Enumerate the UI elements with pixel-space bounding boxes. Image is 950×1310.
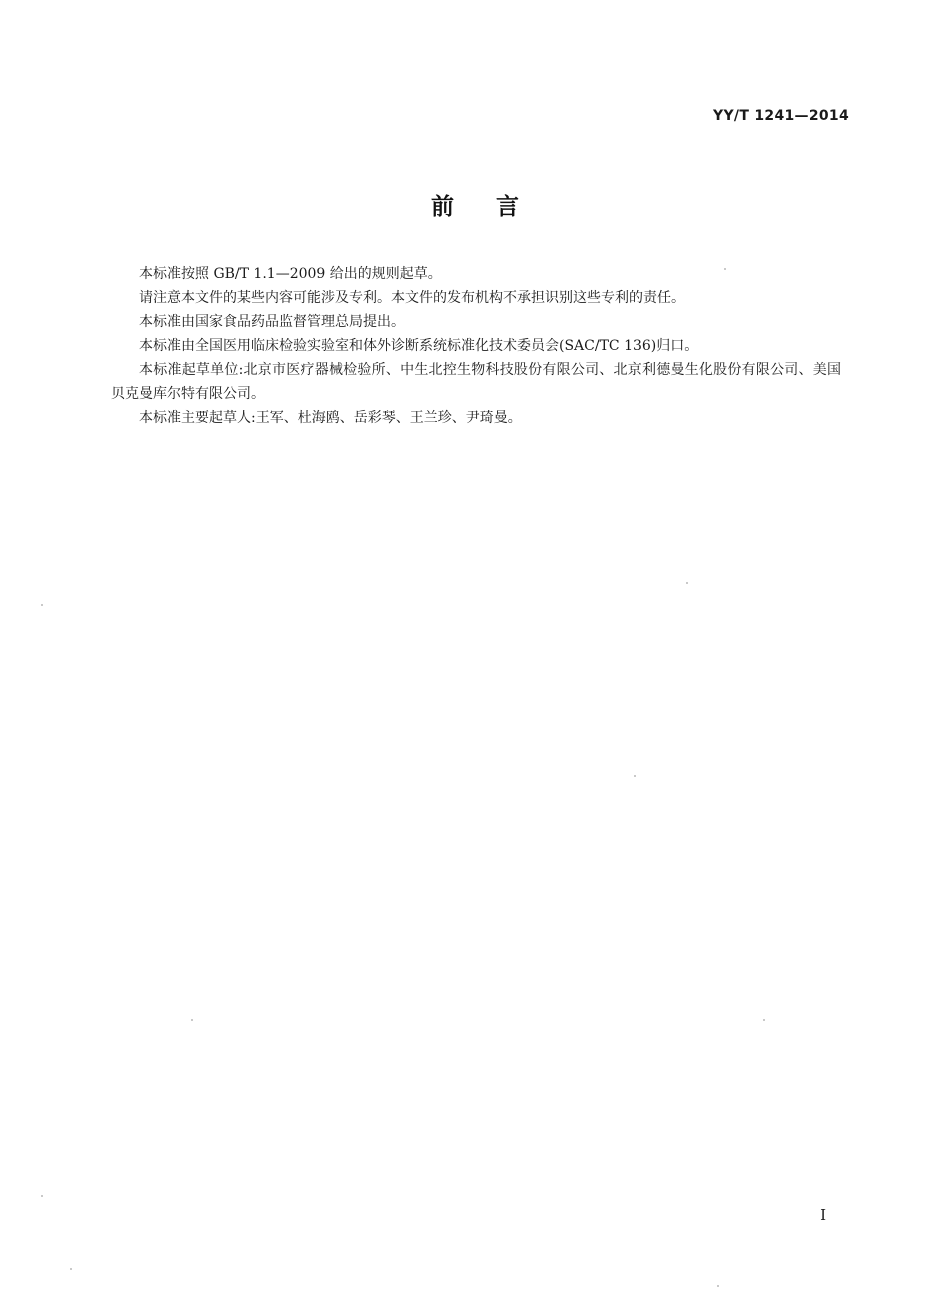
- paragraph-patent-notice: 请注意本文件的某些内容可能涉及专利。本文件的发布机构不承担识别这些专利的责任。: [139, 290, 685, 306]
- scan-speck: [191, 1019, 193, 1021]
- scan-speck: [763, 1019, 765, 1021]
- scan-speck: [41, 1195, 43, 1197]
- paragraph-drafters: 本标准主要起草人:王军、杜海鸥、岳彩琴、王兰珍、尹琦曼。: [139, 410, 522, 426]
- page-number: I: [820, 1206, 826, 1224]
- foreword-body: [111, 262, 841, 430]
- paragraph-drafting-units: 本标准起草单位:北京市医疗器械检验所、中生北控生物科技股份有限公司、北京利德曼生化股份有限公司、美国贝克曼库尔特有限公司。: [111, 362, 841, 402]
- paragraph-committee: 本标准由全国医用临床检验实验室和体外诊断系统标准化技术委员会(SAC/TC 136)归口。: [139, 338, 699, 354]
- paragraph-proposer: 本标准由国家食品药品监督管理总局提出。: [139, 314, 405, 330]
- scan-speck: [634, 775, 636, 777]
- scan-speck: [41, 604, 43, 606]
- paragraph-drafting-rules: 本标准按照 GB/T 1.1—2009 给出的规则起草。: [139, 266, 442, 282]
- scan-speck: [70, 1268, 72, 1270]
- page-title: 前言: [431, 193, 561, 220]
- scan-speck: [724, 268, 726, 270]
- standard-number: YY/T 1241—2014: [713, 108, 849, 124]
- scan-speck: [717, 1285, 719, 1287]
- scan-speck: [686, 582, 688, 584]
